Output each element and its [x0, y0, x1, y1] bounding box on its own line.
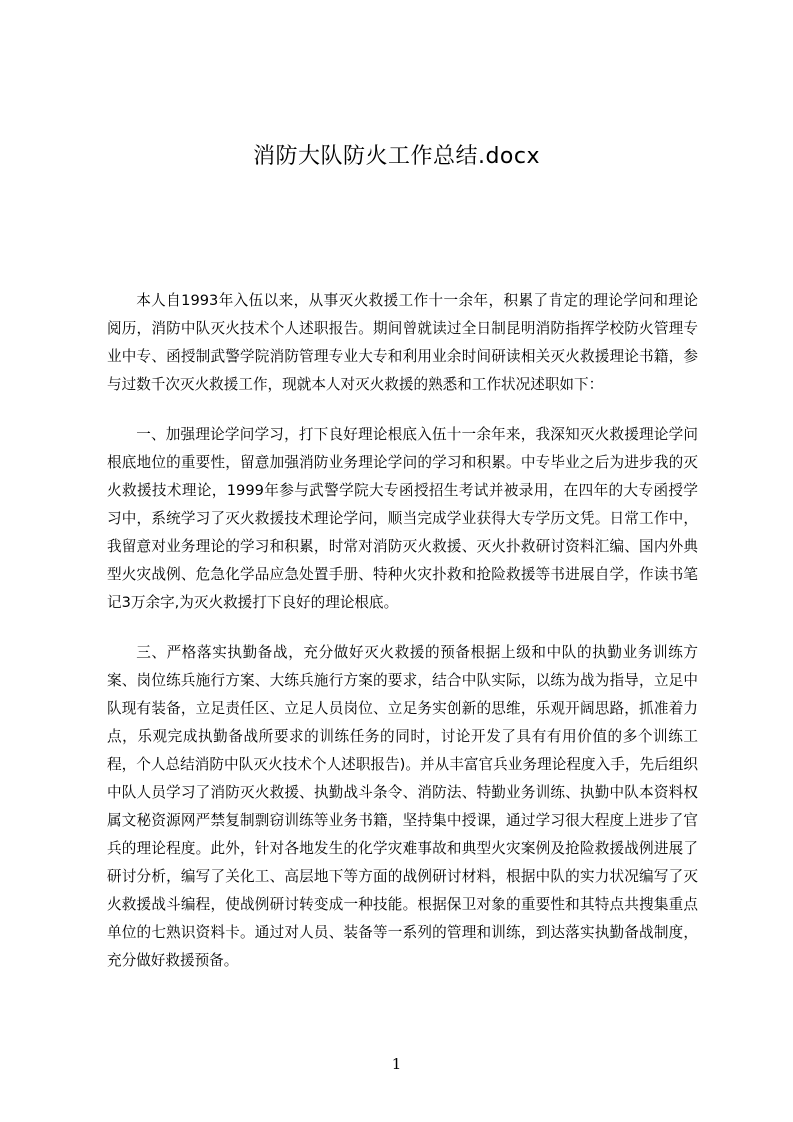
- paragraph-duty-readiness: 三、严格落实执勤备战，充分做好灭火救援的预备根据上级和中队的执勤业务训练方案、岗位练兵施行方案、大练兵施行方案的要求，结合中队实际，以练为战为指导，立足中队现有装备，立足责任区、立足人员岗位、立足务实创新的思维，乐观开阔思路，抓准着力点，乐观完成执勤备战所要求的训练任务的同时，讨论开发了具有有用价值的多个训练工程，个人总结消防中队灭火技术个人述职报告)。并从丰富官兵业务理论程度入手，先后组织中队人员学习了消防灭火救援、执勤战斗条令、消防法、特勤业务训练、执勤中队本资料权属文秘资源网严禁复制剽窃训练等业务书籍，坚持集中授课，通过学习很大程度上进步了官兵的理论程度。此外，针对各地发生的化学灾难事故和典型火灾案例及抢险救援战例进展了研讨分析，编写了关化工、高层地下等方面的战例研讨材料，根据中队的实力状况编写了灭火救援战斗编程，使战例研讨转变成一种技能。根据保卫对象的重要性和其特点共搜集重点单位的七熟识资料卡。通过对人员、装备等一系列的管理和训练，到达落实执勤备战制度，充分做好救援预备。: [107, 644, 698, 969]
- document-title: 消防大队防火工作总结.docx: [252, 144, 541, 169]
- paragraph-intro: 本人自1993年入伍以来，从事灭火救援工作十一余年，积累了肯定的理论学问和理论阅历，消防中队灭火技术个人述职报告。期间曾就读过全日制昆明消防指挥学校防火管理专业中专、函授制武警学院消防管理专业大专和利用业余时间研读相关灭火救援理论书籍，参与过数千次灭火救援工作，现就本人对灭火救援的熟悉和工作状况述职如下：: [107, 292, 698, 393]
- page-number: 1: [391, 1055, 402, 1073]
- paragraph-theory-study: 一、加强理论学问学习，打下良好理论根底入伍十一余年来，我深知灭火救援理论学问根底地位的重要性，留意加强消防业务理论学问的学习和积累。中专毕业之后为进步我的灭火救援技术理论，1999年参与武警学院大专函授招生考试并被录用，在四年的大专函授学习中，系统学习了灭火救援技术理论学问，顺当完成学业获得大专学历文凭。日常工作中，我留意对业务理论的学习和积累，时常对消防灭火救援、灭火扑救研讨资料汇编、国内外典型火灾战例、危急化学品应急处置手册、特种火灾扑救和抢险救援等书进展自学，作读书笔记3万余字,为灭火救援打下良好的理论根底。: [107, 426, 698, 611]
- document-body: [107, 287, 698, 997]
